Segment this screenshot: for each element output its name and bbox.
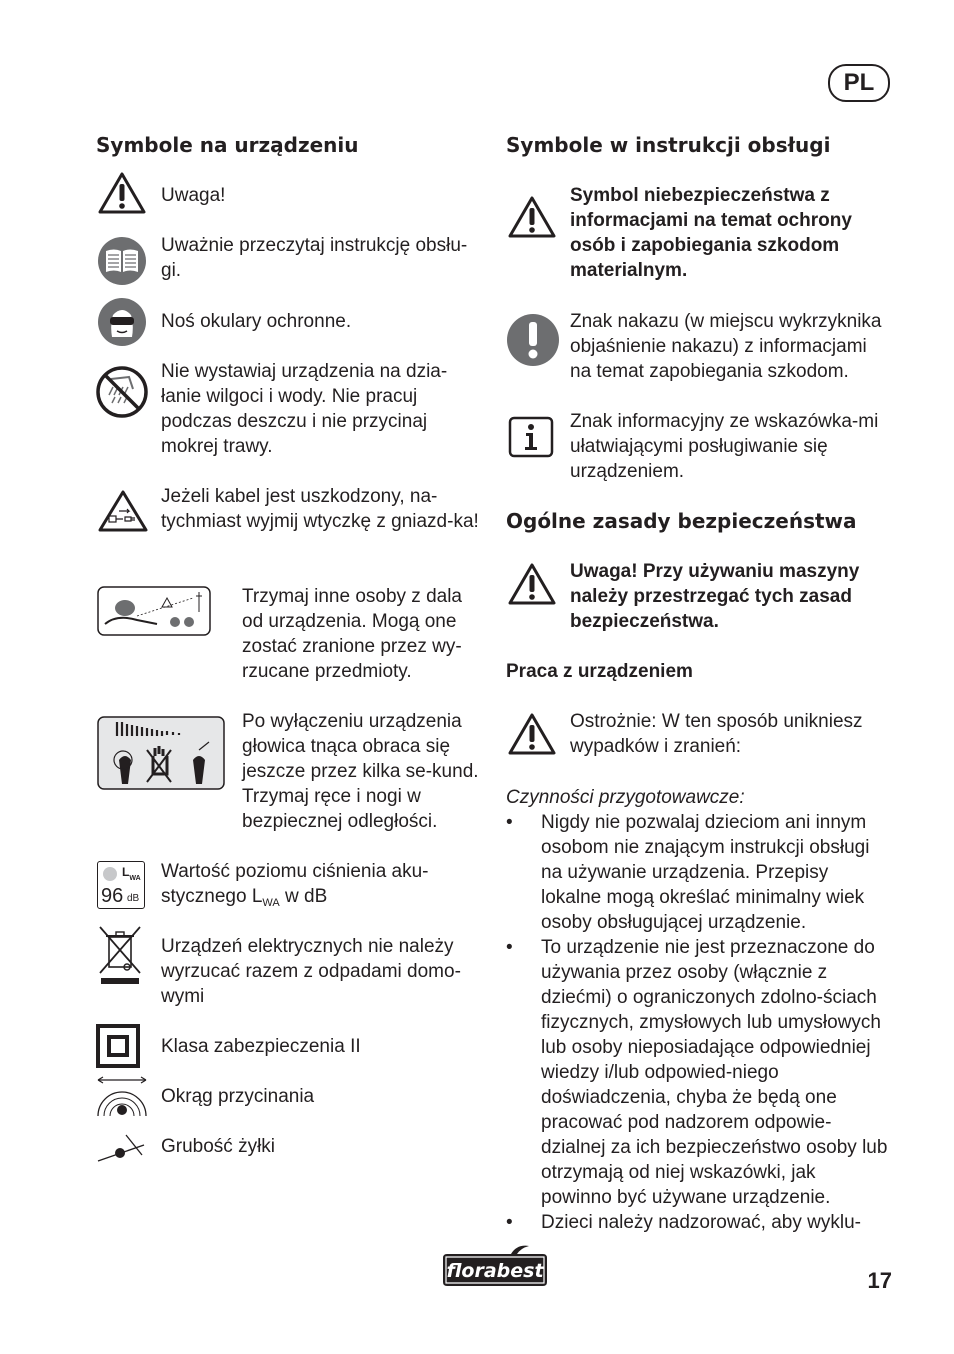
- protection-class-ii-icon: [96, 1024, 140, 1068]
- general-safety-warning-text: Uwaga! Przy używaniu maszyny należy przestrzegać tych zasad bezpieczeństwa.: [570, 561, 860, 632]
- symbol-text-sound-level: Wartość poziomu ciśnienia aku-stycznego $L_{WA}$ w dB: [161, 861, 429, 909]
- manual-symbol-info-text: Znak informacyjny ze wskazówka-mi ułatwiającymi posługiwanie się urządzeniem.: [570, 411, 879, 482]
- list-item: • Nigdy nie pozwalaj dzieciom ani innym osobom nie znającym instrukcji obsługi na używanie urządzenia. Przepisy lokalne mogą określać minimalny wiek osoby obsługującej urządzenie.: [506, 810, 890, 935]
- sound-badge-value: 96: [101, 885, 124, 907]
- no-rain-icon: [95, 365, 149, 419]
- symbol-text-no-rain: Nie wystawiaj urządzenia na dzia-łanie wilgoci i wody. Nie pracuj podczas deszczu i nie przycinaj mokrej trawy.: [161, 361, 448, 457]
- warning-triangle-icon: [507, 562, 557, 606]
- safety-goggles-icon: [97, 297, 147, 347]
- sound-badge-label: $L_{WA}$: [122, 865, 141, 882]
- mandatory-exclamation-icon: [506, 313, 560, 367]
- symbol-text-weee: Urządzeń elektrycznych nie należy wyrzucać razem z odpadami domo-wymi: [161, 936, 461, 1007]
- warning-triangle-icon: [97, 171, 147, 215]
- list-item: • To urządzenie nie jest przeznaczone do używania przez osoby (włącznie z dziećmi) o ograniczonych zdolno-ściach fizycznych, zmysłowych lub umysłowych lub osoby nieposiadające odpowiedniej wiedzy i/lub odpowied-niego doświadczenia, chyba że będą one pracować pod nadzorem odpowie-dzialnej za ich bezpieczeństwo osoby lub otrzymają od niej wskazówki, jak powinno być używane urządzenie.: [506, 935, 890, 1210]
- symbol-text-line-thickness: Grubość żyłki: [161, 1136, 276, 1157]
- weee-crossed-bin-icon: [96, 925, 144, 985]
- manual-symbol-mandatory-text: Znak nakazu (w miejscu wykrzyknika objaśnienie nakazu) z informacjami na temat zapobiegania szkodom.: [570, 311, 882, 382]
- read-manual-icon: [97, 236, 147, 286]
- right-section-heading: Symbole w instrukcji obsługi: [506, 133, 831, 157]
- line-thickness-icon: [96, 1131, 148, 1163]
- warning-triangle-icon: [507, 195, 557, 239]
- symbol-text-rotating-head: Po wyłączeniu urządzenia głowica tnąca obraca się jeszcze przez kilka se-kund. Trzymaj ręce i nogi w bezpiecznej odległości.: [242, 711, 479, 832]
- symbol-text-read-manual: Uważnie przeczytaj instrukcję obsłu-gi.: [161, 235, 468, 281]
- list-item: • Dzieci należy nadzorować, aby wyklu-: [506, 1210, 890, 1235]
- symbol-text-unplug: Jeżeli kabel jest uszkodzony, na-tychmiast wyjmij wtyczkę z gniazd-ka!: [161, 486, 479, 532]
- symbol-text-goggles: Noś okulary ochronne.: [161, 311, 352, 332]
- warning-triangle-icon: [507, 712, 557, 756]
- symbol-text-warning: Uwaga!: [161, 185, 226, 206]
- caution-text: Ostrożnie: W ten sposób unikniesz wypadków i zranień:: [570, 711, 863, 757]
- symbol-text-protection-class: Klasa zabezpieczenia II: [161, 1036, 361, 1057]
- symbol-text-bystanders: Trzymaj inne osoby z dala od urządzenia. Mogą one zostać zranione przez wy-rzucane przedmioty.: [242, 586, 463, 682]
- general-safety-heading: Ogólne zasady bezpieczeństwa: [506, 509, 857, 533]
- preparation-list: [506, 810, 890, 1235]
- cutting-circle-icon: [96, 1076, 148, 1118]
- speaker-icon: [102, 866, 118, 882]
- manual-symbol-danger-text: Symbol niebezpieczeństwa z informacjami na temat ochrony osób i zapobiegania szkodom materialnym.: [570, 185, 852, 281]
- info-icon: [508, 416, 554, 458]
- keep-bystanders-away-icon: [97, 586, 211, 638]
- florabest-logo: [439, 1244, 551, 1288]
- head-keeps-rotating-icon: [97, 716, 225, 790]
- unplug-damaged-cable-icon: [97, 489, 149, 533]
- left-section-heading: Symbole na urządzeniu: [96, 133, 359, 157]
- page-number: 17: [867, 1268, 892, 1293]
- working-with-device-heading: Praca z urządzeniem: [506, 661, 693, 682]
- sound-power-level-icon: [97, 861, 145, 909]
- language-badge: PL: [828, 64, 890, 102]
- sound-badge-unit: dB: [127, 893, 140, 904]
- preparation-title: Czynności przygotowawcze:: [506, 787, 745, 808]
- svg-text:florabest: florabest: [446, 1260, 544, 1282]
- symbol-text-cutting-circle: Okrąg przycinania: [161, 1086, 315, 1107]
